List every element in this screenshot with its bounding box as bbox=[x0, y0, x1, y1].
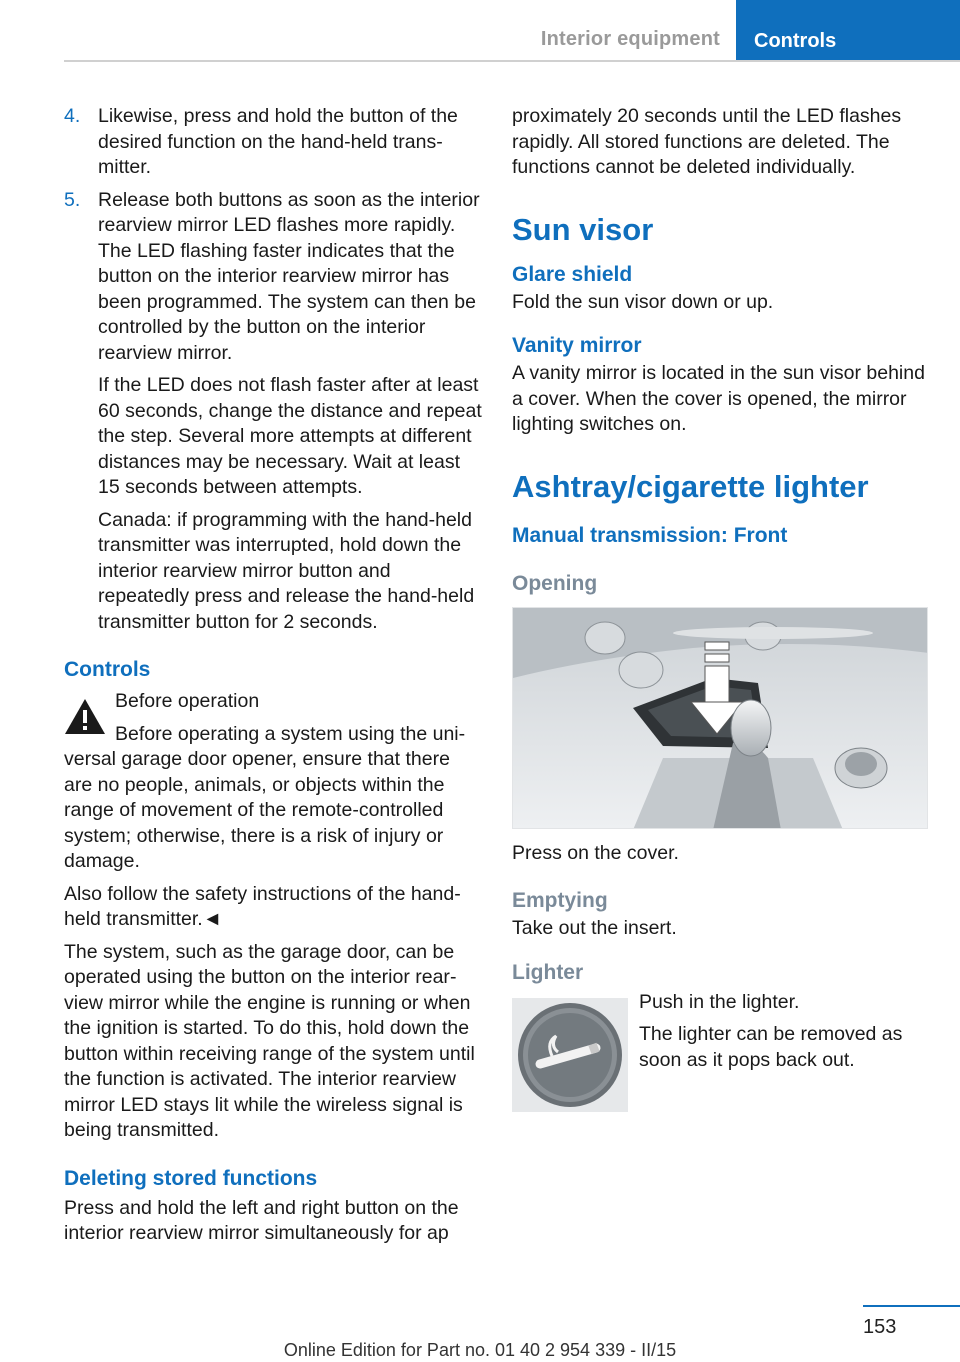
opening-heading: Opening bbox=[512, 571, 598, 595]
step-4 bbox=[64, 104, 482, 181]
lighter-heading: Lighter bbox=[512, 960, 584, 984]
page-number: 153 bbox=[863, 1316, 897, 1338]
lighter-step-2: The lighter can be removed as soon as it pops back out. bbox=[639, 1023, 903, 1071]
ashtray-heading: Ashtray/cigarette lighter bbox=[512, 468, 869, 504]
step-number: 5. bbox=[64, 188, 81, 211]
left-column bbox=[64, 104, 482, 1254]
step-text: Likewise, press and hold the button of the desired function on the hand-held transmitter. bbox=[98, 105, 458, 178]
deleting-continued: proximately 20 seconds until the LED flashes rapidly. All stored functions are deleted. The functions cannot be deleted individually. bbox=[512, 105, 902, 178]
warning-block bbox=[64, 689, 482, 933]
warning-text: Before operating a system using the universal garage door opener, ensure that there are no people, animals, or objects within the range of movement of the remote-controlled system; otherwise, there is a risk of injury or damage. bbox=[64, 722, 466, 872]
cigarette-lighter-icon bbox=[512, 998, 628, 1112]
sun-visor-heading: Sun visor bbox=[512, 211, 654, 247]
page-header bbox=[0, 0, 960, 62]
vanity-mirror-heading: Vanity mirror bbox=[512, 334, 642, 357]
lighter-section bbox=[512, 990, 930, 1120]
footer-divider bbox=[863, 1305, 960, 1307]
step-text: Release both buttons as soon as the interior rearview mirror LED flashes more rapidly. The LED flashing faster indicates that the button on the interior rearview mirror has been programmed. The system can then be controlled by the button on the interior rearview mirror. bbox=[98, 188, 480, 364]
ashtray-photo bbox=[512, 607, 928, 829]
warning-triangle-icon bbox=[64, 697, 106, 735]
lighter-step-1: Push in the lighter. bbox=[639, 990, 800, 1013]
header-section-label: Interior equipment bbox=[540, 28, 720, 50]
footer-edition: Online Edition for Part no. 01 40 2 954 339 - II/15 bbox=[283, 1340, 677, 1360]
step-5 bbox=[64, 188, 482, 636]
deleting-paragraph: Press and hold the left and right button on the interior rearview mirror simultaneously for ap bbox=[64, 1196, 459, 1244]
right-column bbox=[512, 104, 930, 1120]
warning-title: Before operation bbox=[115, 690, 260, 712]
header-divider bbox=[64, 60, 960, 62]
warning-follow: Also follow the safety instructions of the hand-held transmitter.◄ bbox=[64, 882, 461, 930]
controls-heading: Controls bbox=[64, 658, 151, 681]
step-number: 4. bbox=[64, 105, 81, 127]
emptying-text: Take out the insert. bbox=[512, 917, 677, 939]
glare-shield-text: Fold the sun visor down or up. bbox=[512, 290, 774, 313]
system-paragraph: The system, such as the garage door, can be operated using the button on the interior rearview mirror while the engine is running or when the ignition is started. To do this, hold down the button within receiving range of the system until the function is activated. The interior rearview mirror LED stays lit while the wireless signal is being transmitted. bbox=[64, 940, 475, 1141]
step-note: If the LED does not flash faster after at least 60 seconds, change the distance and repeat the step. Several more attempts at different distances may be necessary. Wait at least 15 seconds between attempts. bbox=[98, 374, 482, 498]
lighter-text bbox=[639, 990, 929, 1081]
emptying-heading: Emptying bbox=[512, 889, 608, 912]
glare-shield-heading: Glare shield bbox=[512, 262, 633, 286]
header-chapter-tab[interactable]: Controls bbox=[736, 0, 960, 62]
step-note-canada: Canada: if programming with the hand-held transmitter was interrupted, hold down the interior rearview mirror button and repeatedly press and release the hand-held transmitter button for 2 seconds. bbox=[98, 508, 475, 633]
press-cover-text: Press on the cover. bbox=[512, 841, 679, 864]
deleting-heading: Deleting stored functions bbox=[64, 1166, 318, 1190]
manual-transmission-heading: Manual transmission: Front bbox=[512, 523, 788, 547]
vanity-mirror-text: A vanity mirror is located in the sun visor behind a cover. When the cover is opened, the mirror lighting switches on. bbox=[512, 362, 925, 435]
